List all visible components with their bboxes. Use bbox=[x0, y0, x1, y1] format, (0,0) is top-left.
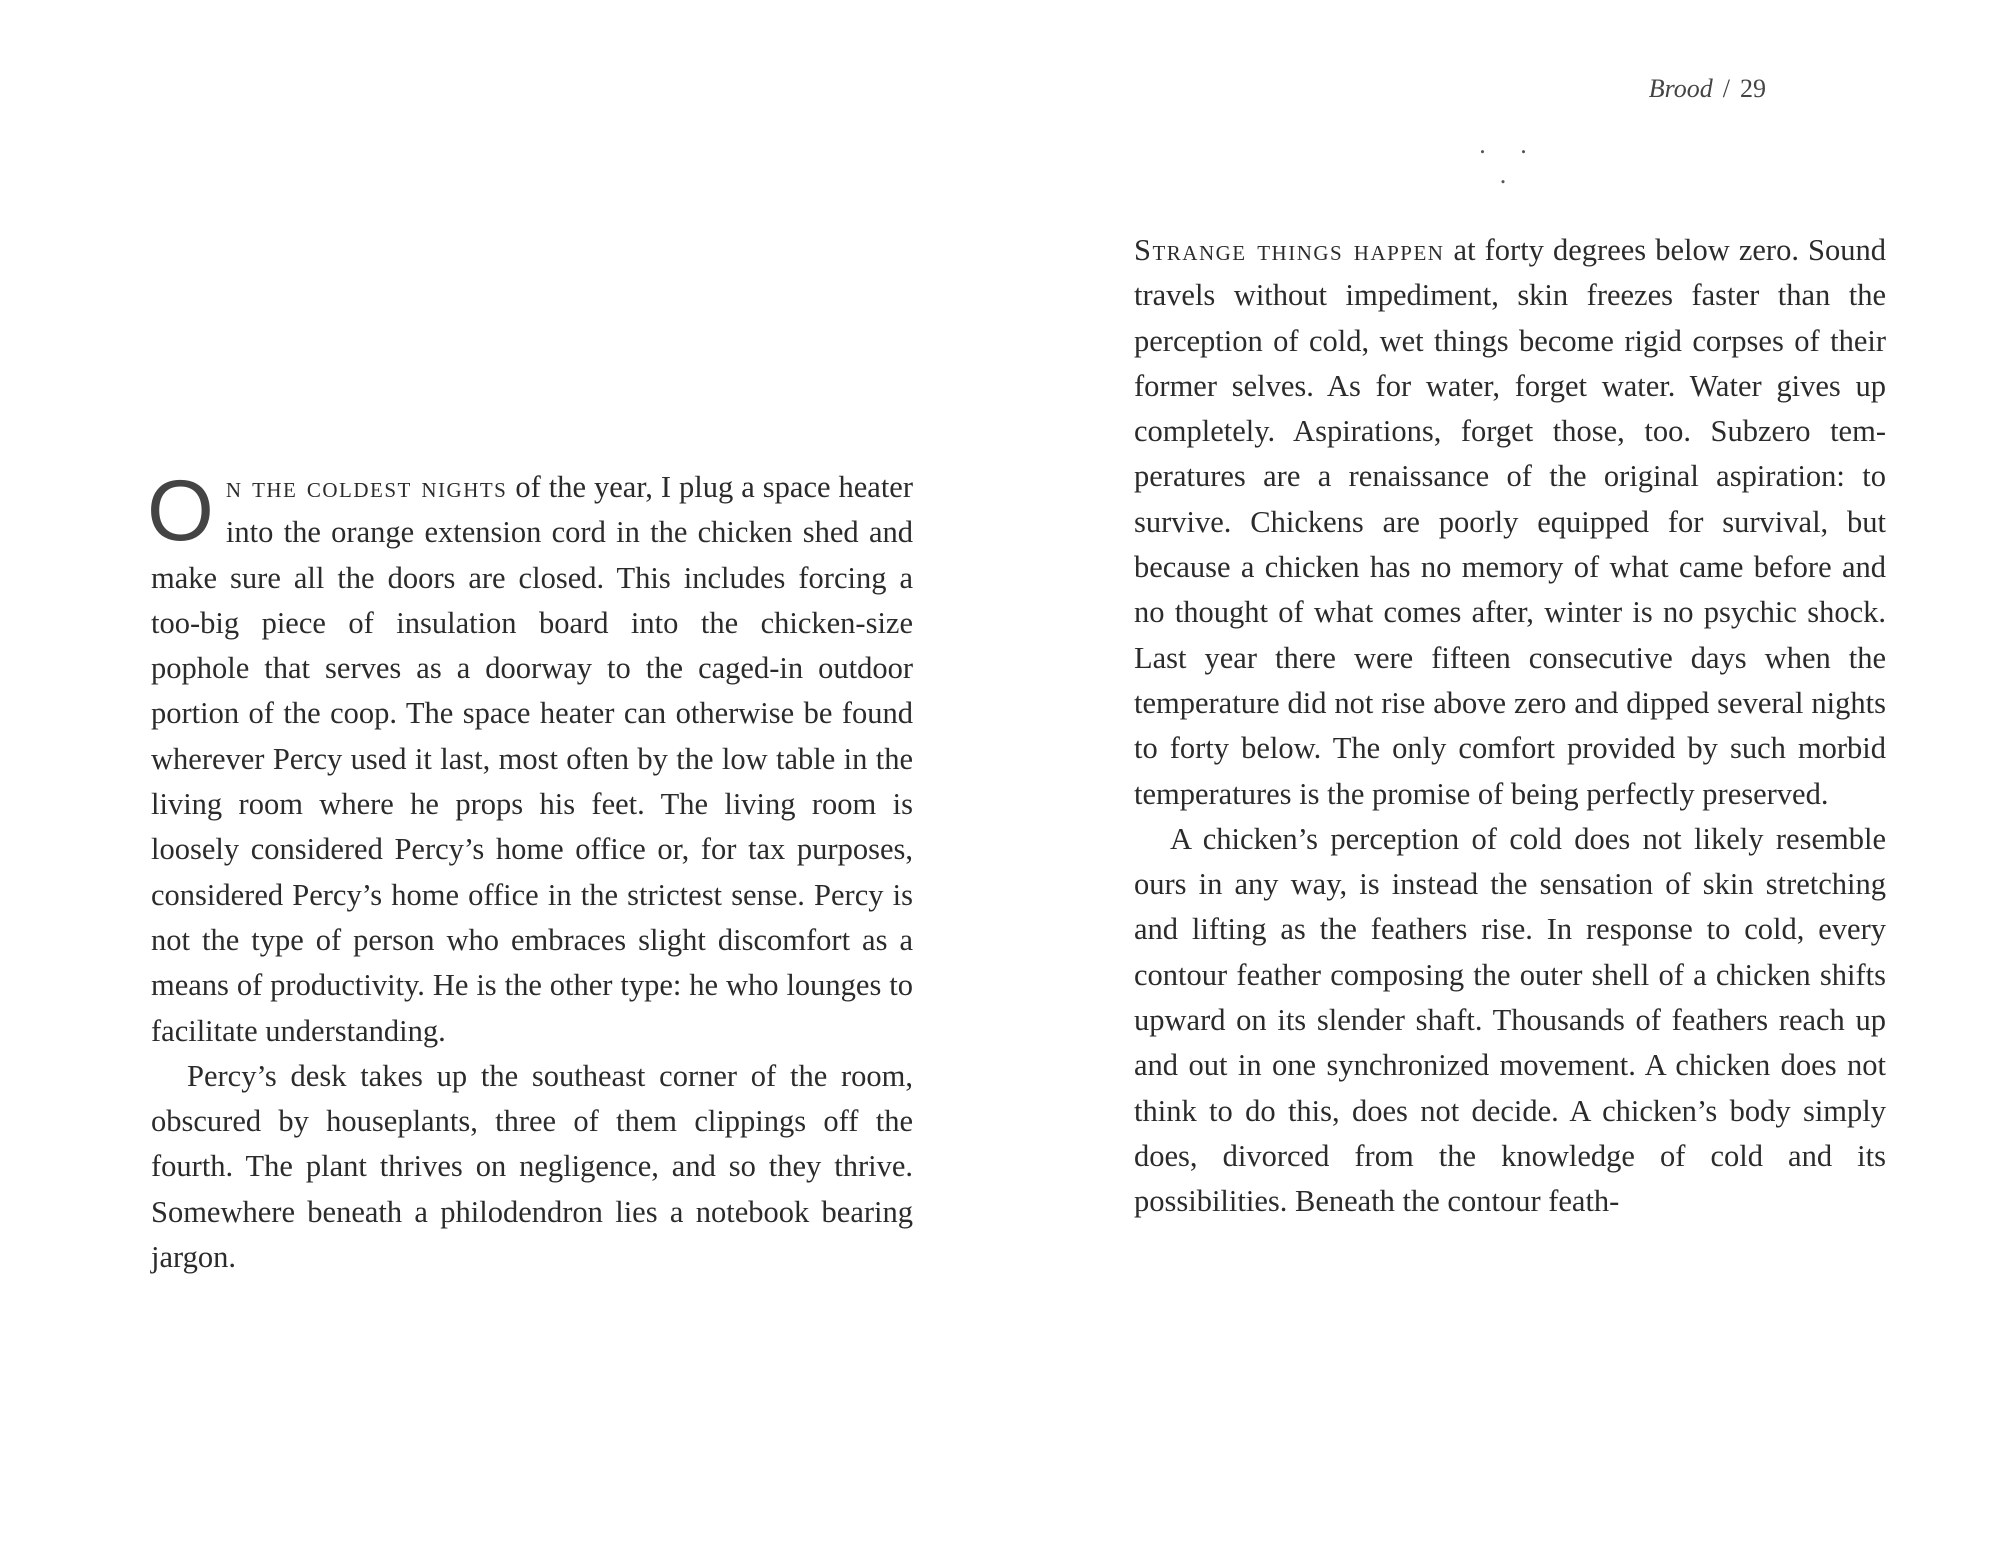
drop-cap: O bbox=[147, 463, 214, 559]
left-paragraph-1 bbox=[147, 463, 914, 1054]
section-opening-small-caps: Strange things happen bbox=[1134, 233, 1445, 267]
opening-small-caps: n the coldest nights bbox=[225, 470, 508, 504]
right-paragraph-1-body: at forty degrees below zero. Sound travels without impediment, skin freezes faster than the perception of cold, wet things become rigid corpses of their former selves. As for water, forget water. Water gives up completely. Aspirations, forget those, too. Subzero temperatures are a renaissance of the original aspiration: to survive. Chickens are poorly equipped for survival, but because a chicken has no memory of what came before and no thought of what comes after, winter is no psychic shock. Last year there were fifteen consecutive days when the temperature did not rise above zero and dipped several nights to forty below. The only comfort provided by such morbid temperatures is the promise of being perfectly preserved. bbox=[1134, 233, 1886, 811]
right-page-text bbox=[1134, 228, 1886, 1225]
running-head bbox=[1446, 74, 1766, 104]
right-paragraph-2: A chicken’s perception of cold does not likely resemble ours in any way, is instead the sensation of skin stretching and lifting as the feathers rise. In response to cold, every contour feather composing the outer shell of a chicken shifts upward on its slender shaft. Thousands of feathers reach up and out in one synchronized movement. A chicken does not think to do this, does not decide. A chicken’s body simply does, divorced from the knowledge of cold and its possibilities. Beneath the contour feath- bbox=[1134, 821, 1886, 1219]
running-head-title: Brood bbox=[1648, 74, 1713, 103]
running-head-separator: / bbox=[1722, 74, 1730, 103]
left-page-text bbox=[147, 463, 914, 1280]
right-page bbox=[1000, 0, 2000, 1564]
left-paragraph-1-body: of the year, I plug a space heater into the orange extension cord in the chicken shed and make sure all the doors are closed. This includes forcing a too-big piece of insulation board into the chicken-size pophole that serves as a doorway to the caged-in outdoor portion of the coop. The space heater can otherwise be found wherever Percy used it last, most often by the low table in the living room where he props his feet. The living room is loosely considered Percy’s home office or, for tax purposes, considered Percy’s home office in the strictest sense. Percy is not the type of person who embraces slight discomfort as a means of productivity. He is the other type: he who lounges to facilitate understanding. bbox=[151, 470, 914, 1048]
left-paragraph-2: Percy’s desk takes up the southeast corner of the room, obscured by houseplants, three of them clippings off the fourth. The plant thrives on negligence, and so they thrive. Somewhere beneath a philodendron lies a notebook bearing jargon. bbox=[151, 1058, 913, 1275]
right-paragraph-1 bbox=[1134, 228, 1886, 817]
page-number: 29 bbox=[1740, 74, 1766, 103]
section-break-ornament: . . . bbox=[1479, 130, 1541, 189]
